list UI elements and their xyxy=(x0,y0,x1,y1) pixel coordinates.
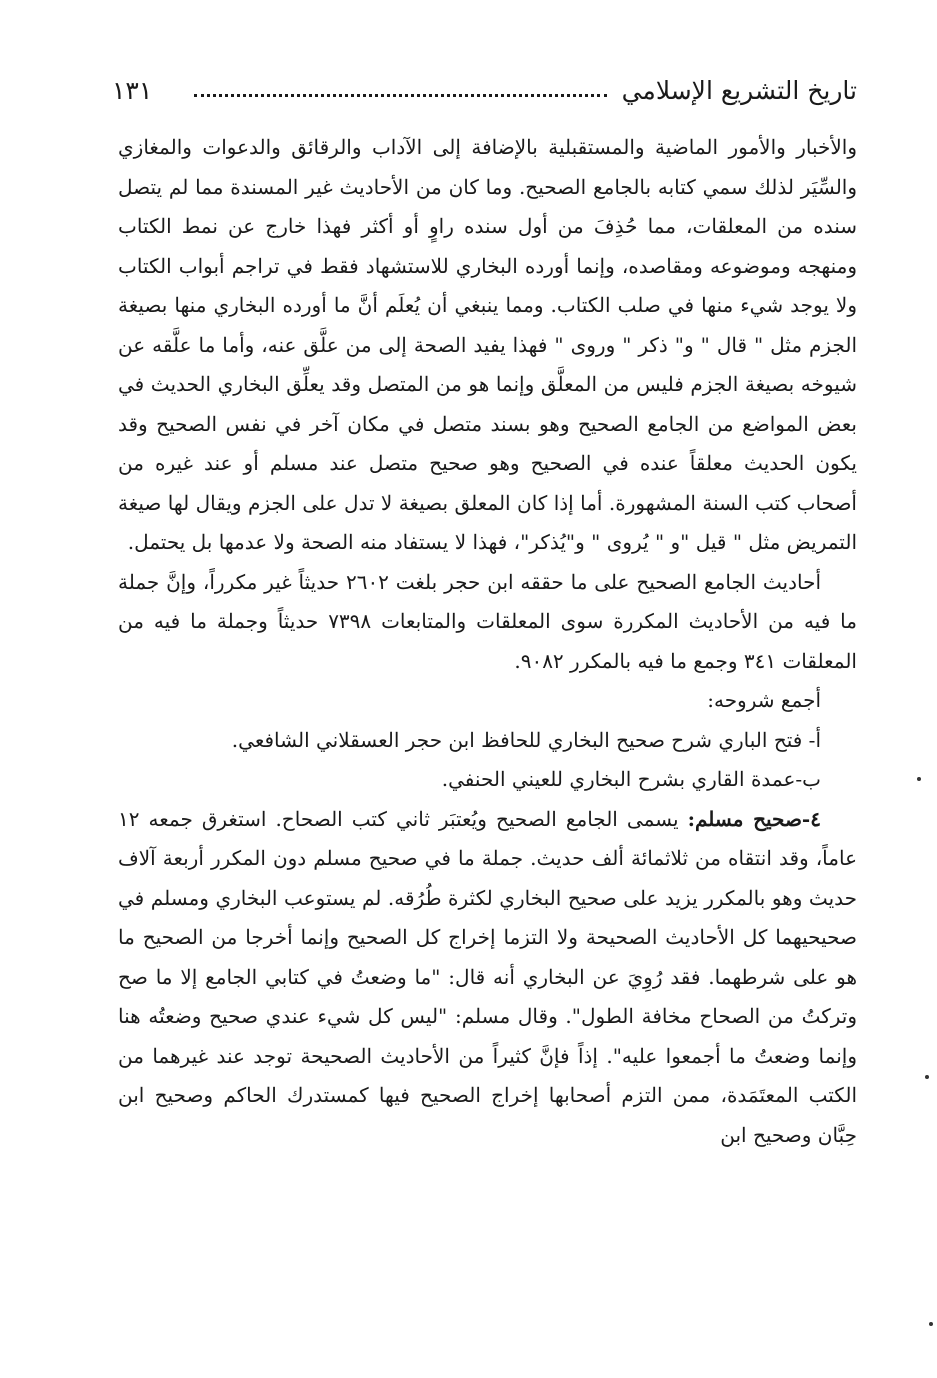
commentaries-heading: أجمع شروحه: xyxy=(707,688,821,712)
scan-speck xyxy=(917,777,921,781)
commentary-item-fath-al-bari: أ- فتح الباري شرح صحيح البخاري للحافظ ابن حجر العسقلاني الشافعي. xyxy=(231,727,821,752)
running-header xyxy=(112,74,857,114)
page-number: ١٣١ xyxy=(112,76,153,105)
page-body xyxy=(118,128,857,1155)
scan-speck xyxy=(925,1075,929,1079)
header-dotted-leader xyxy=(194,94,607,97)
running-title: تاريخ التشريع الإسلامي xyxy=(621,76,857,105)
paragraph-bukhari-muallaqat: والأخبار والأمور الماضية والمستقبلية بالإضافة إلى الآداب والرقائق والدعوات والمغازي والسِّيَر لذلك سمي كتابه بالجامع الصحيح. وما كان من الأحاديث غير المسندة مما لم يتصل سنده من المعلقات، مما حُذِفَ من أول سنده راوٍ أو أكثر فهذا خارج عن نمط الكتاب ومنهجه وموضوعه ومقاصده، وإنما أورده البخاري للاستشهاد فقط في تراجم أبواب الكتاب ولا يوجد شيء منها في صلب الكتاب. ومما ينبغي أن يُعلَم أنَّ ما أورده البخاري منها بصيغة الجزم مثل " قال " و" ذكر " وروى " فهذا يفيد الصحة إلى من علَّق عنه، وأما ما علَّقه عن شيوخه بصيغة الجزم فليس من المعلَّق وإنما هو من المتصل وقد يعلِّق البخاري الحديث في بعض المواضع من الجامع الصحيح وهو بسند متصل في مكان آخر في نفس الصحيح وقد يكون الحديث معلقاً عنده في الصحيح وهو صحيح متصل عند مسلم أو عند غيره من أصحاب كتب السنة المشهورة. أما إذا كان المعلق بصيغة لا تدل على الجزم ويقال لها صيغة التمريض مثل " قيل "و " يُروى " و"يُذكر"، فهذا لا يستفاد منه الصحة ولا عدمها بل يحتمل. xyxy=(118,135,858,554)
paragraph-sahih-muslim xyxy=(118,800,857,1156)
commentary-item-umdat-al-qari: ب-عمدة القاري بشرح البخاري للعيني الحنفي. xyxy=(441,767,821,791)
paragraph-hadith-count: أحاديث الجامع الصحيح على ما حققه ابن حجر بلغت ٢٦٠٢ حديثاً غير مكرراً، وإنَّ جملة ما فيه من الأحاديث المكررة سوى المعلقات والمتابعات ٧٣٩٨ حديثاً وجملة ما فيه من المعلقات ٣٤١ وجمع ما فيه بالمكرر ٩٠٨٢. xyxy=(118,569,857,673)
section-label-sahih-muslim: ٤-صحيح مسلم: xyxy=(687,806,821,831)
sahih-muslim-text: يسمى الجامع الصحيح ويُعتبَر ثاني كتب الصحاح. استغرق جمعه ١٢ عاماً، وقد انتقاه من ثلاثمائة ألف حديث. جملة ما في صحيح مسلم دون المكرر أربعة آلاف حديث وهو بالمكرر يزيد على صحيح البخاري لكثرة طُرُقه. لم يستوعب البخاري ومسلم في صحيحيهما كل الأحاديث الصحيحة ولا التزما إخراج كل الصحيح وإنما أخرجا من الصحيح ما هو على شرطهما. فقد رُوِيَ عن البخاري أنه قال: "ما وضعتُ في كتابي الجامع إلا ما صح وتركتُ من الصحاح مخافة الطول". وقال مسلم: "ليس كل شيء عندي صحيح وضعتُه هنا وإنما وضعتُ ما أجمعوا عليه". إذاً فإنَّ كثيراً من الأحاديث الصحيحة توجد عند غيرهما من الكتب المعتَمَدة، ممن التزم أصحابها إخراج الصحيح فيها كمستدرك الحاكم وصحيح ابن حِبَّان وصحيح ابن xyxy=(118,806,858,1147)
scan-speck xyxy=(929,1322,933,1326)
